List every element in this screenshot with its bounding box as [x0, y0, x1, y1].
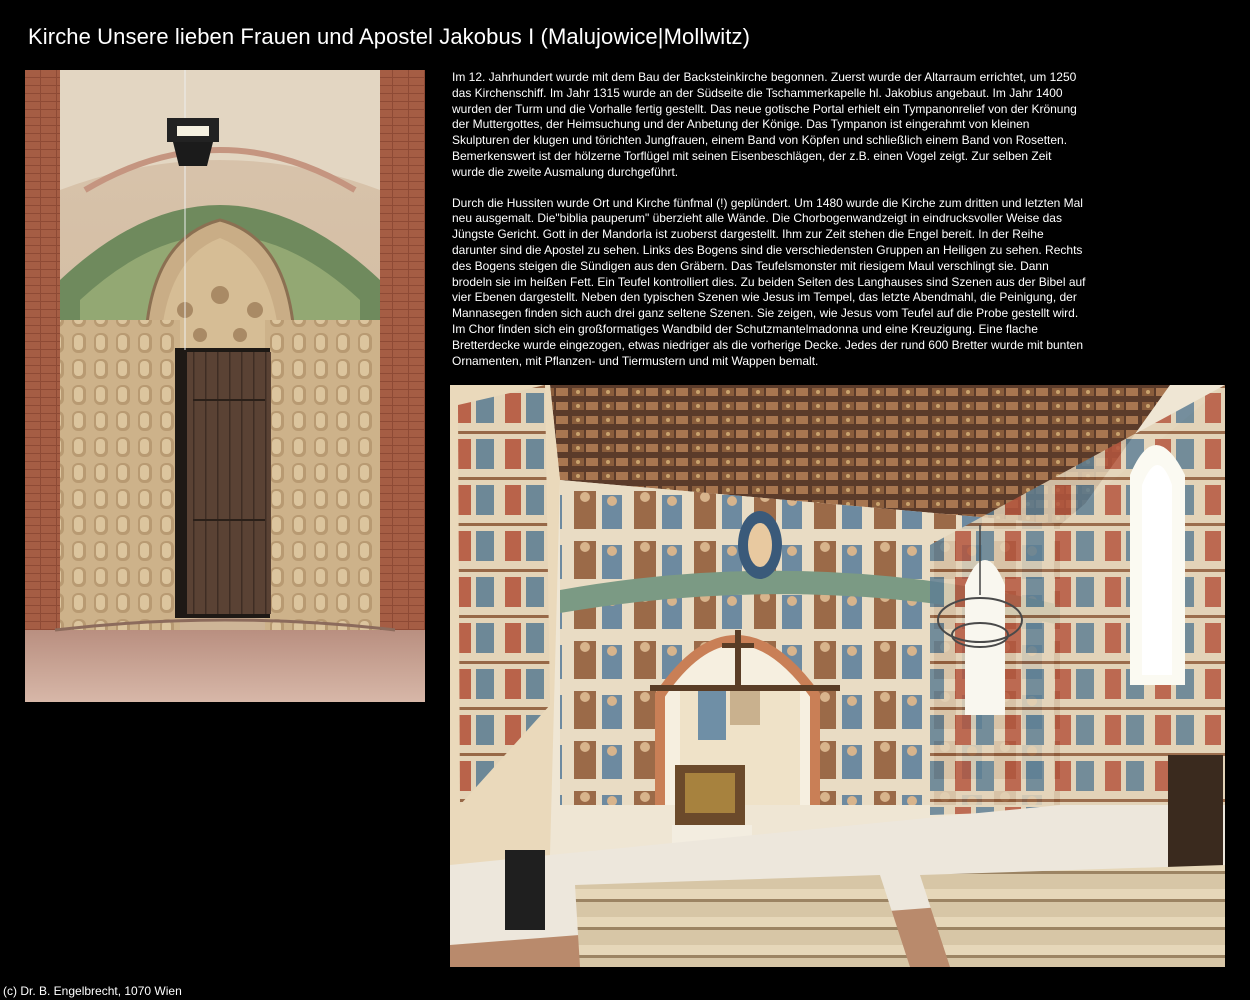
interior-photo — [450, 385, 1225, 967]
page-title: Kirche Unsere lieben Frauen und Apostel Jakobus I (Malujowice|Mollwitz) — [28, 24, 751, 49]
interior-illustration — [450, 385, 1225, 967]
paragraph-history: Im 12. Jahrhundert wurde mit dem Bau der Backsteinkirche begonnen. Zuerst wurde der Altarraum errichtet, um 1250 das Kirchenschiff. Im Jahr 1315 wurde an der Südseite die Tschammerkapelle hl. Jakobius angebaut. Im Jahr 1400 wurden der Turm und die Vorhalle fertig gestellt. Das neue gotische Portal erhielt ein Tympanonrelief von der Krönung der Muttergottes, der Heimsuchung und der Anbetung der Könige. Das Tympanon ist eingerahmt von kleinen Skulpturen der klugen und törichten Jungfrauen, einem Band von Köpfen und schließlich einem Band von Rosetten. Bemerkenswert ist der hölzerne Torflügel mit seinen Eisenbeschlägen, der z.B. einen Vogel zeigt. Zur selben Zeit wurde die zweite Ausmalung durchgeführt. — [452, 70, 1077, 179]
portal-photo — [25, 70, 425, 702]
portal-illustration — [25, 70, 425, 702]
description-text — [452, 70, 1087, 384]
copyright-footer: (c) Dr. B. Engelbrecht, 1070 Wien — [3, 984, 182, 998]
paragraph-paintings: Durch die Hussiten wurde Ort und Kirche fünfmal (!) geplündert. Um 1480 wurde die Kirche zum dritten und letzten Mal neu ausgemalt. Die"biblia pauperum" überzieht alle Wände. Die Chorbogenwandzeigt in eindrucksvoller Weise das Jüngste Gericht. Gott in der Mandorla ist zuoberst dargestellt. Ihm zur Zeit stehen die Engel bereit. In der Reihe darunter sind die Apostel zu sehen. Links des Bogens sind die verschiedensten Gruppen an Heiligen zu sehen. Rechts des Bogens steigen die Sündigen aus den Gräbern. Das Teufelsmonster mit riesigem Maul verschlingt sie. Dann brodeln sie im heißen Fett. Ein Teufel kontrolliert dies. Zu beiden Seiten des Langhauses sind Szenen aus der Bibel auf vier Ebenen dargestellt. Neben den typischen Szenen wie Jesus im Tempel, das letzte Abendmahl, die Peinigung, der Mannasegen finden sich auch drei ganz seltene Szenen. Sie zeigen, wie Jesus vom Teufel auf die Probe gestellt wird. Im Chor finden sich ein großformatiges Wandbild der Schutzmantelmadonna und eine Kreuzigung. Eine flache Bretterdecke wurde eingezogen, etwas niedriger als die vorherige Decke. Jedes der rund 600 Bretter wurde mit bunten Ornamenten, mit Pflanzen- und Tiermustern und mit Wappen bemalt. — [452, 195, 1086, 368]
